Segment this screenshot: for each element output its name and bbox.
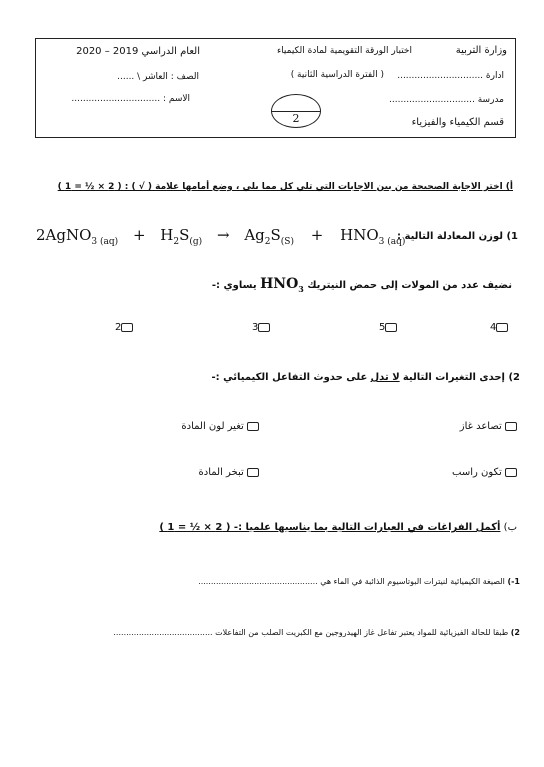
period-label: ( الفترة الدراسية الثانية ) — [290, 70, 384, 80]
q1-prompt-sub: 3 — [298, 283, 304, 294]
b-q1-num: 1-) — [507, 577, 520, 586]
section-b-prefix: ب) — [503, 522, 517, 533]
q1-option-3-value: 3 — [252, 322, 259, 333]
q2-option-4-label: تبخر المادة — [198, 467, 244, 478]
eq-h2s-sub2: (g) — [189, 237, 203, 247]
b-q2 — [113, 628, 520, 637]
exam-title: اختبار الورقة التقويمية لمادة الكيمياء — [276, 46, 412, 56]
q1-prompt-formula — [260, 276, 304, 292]
eq-ag2s-s: S — [270, 226, 281, 244]
q1-prompt — [212, 276, 512, 294]
q1-option-2-value: 5 — [379, 322, 386, 333]
eq-h2s-h: H — [160, 226, 174, 244]
school-dots: .............................. — [389, 95, 475, 105]
eq-arrow: → — [216, 226, 230, 244]
grade-label: الصف : العاشر \ ...... — [117, 72, 199, 82]
chemical-equation — [36, 226, 405, 247]
eq-agno3-sub: 3 (aq) — [91, 237, 119, 247]
q2-label: 2) إحدى التغيرات التالية — [402, 372, 520, 383]
ministry-label: وزارة التربية — [455, 45, 507, 56]
q2-option-1[interactable] — [460, 421, 517, 432]
eq-ag2s-sub1: 2 — [264, 237, 271, 247]
eq-hno3-sub: 3 (aq) — [378, 237, 406, 247]
q2-option-4[interactable] — [199, 467, 260, 478]
name-field: الاسم : ............................... — [71, 94, 190, 104]
section-a-title: أ) اختر الاجابة الصحيحة من بين الاجابات التي تلي كل مما يلي ، وضع أمامها علامة ( √ ) : ( 2 × ½ = 1 ) — [57, 182, 513, 192]
q2-option-2[interactable] — [181, 421, 259, 432]
eq-ag2s-sub2: (S) — [280, 237, 294, 247]
q1-option-2[interactable] — [379, 322, 397, 333]
q2-option-3-label: تكون راسب — [452, 467, 502, 478]
checkbox[interactable] — [121, 323, 133, 332]
checkbox[interactable] — [247, 468, 259, 477]
eq-hno3: HNO — [340, 226, 379, 244]
q1-option-1[interactable] — [490, 322, 508, 333]
q1-prompt-b: يساوي :- — [211, 280, 257, 291]
section-b-title-text: أكمل الفراغات في العبارات التالية بما يناسبها علميا :- ( 2 × ½ = 1 ) — [159, 522, 501, 533]
admin-label-text: ادارة — [485, 71, 504, 81]
eq-plus-1: + — [132, 226, 146, 244]
eq-ag2s-ag: Ag — [244, 226, 265, 244]
checkbox[interactable] — [258, 323, 270, 332]
page-number: 2 — [292, 112, 300, 125]
eq-h2s-sub1: 2 — [173, 237, 180, 247]
checkbox[interactable] — [505, 422, 517, 431]
q1-option-1-value: 4 — [490, 322, 497, 333]
q1-option-4-value: 2 — [115, 322, 122, 333]
q1-prompt-hno: HNO — [260, 276, 299, 292]
eq-plus-2: + — [310, 226, 324, 244]
b-q1-blank[interactable]: ............................................... — [198, 577, 318, 586]
admin-label — [397, 71, 504, 81]
q1-option-3[interactable] — [252, 322, 270, 333]
eq-h2s-s: S — [179, 226, 190, 244]
b-q2-blank[interactable]: ....................................... — [113, 628, 213, 637]
school-label — [389, 95, 504, 105]
q1-option-4[interactable] — [115, 322, 133, 333]
q1-label: 1) لوزن المعادلة التالية : — [397, 231, 518, 242]
b-q1-text: الصيغة الكيميائية لنيترات البوتاسيوم الذائبة في الماء هي — [320, 577, 505, 586]
q2-option-3[interactable] — [452, 467, 517, 478]
section-b-title — [159, 522, 517, 533]
q2-not: لا تدل — [370, 372, 400, 383]
q2-option-1-label: تصاعد غاز — [459, 421, 502, 432]
admin-dots: .............................. — [397, 71, 484, 81]
b-q1 — [198, 577, 520, 586]
department-label: قسم الكيمياء والفيزياء — [411, 117, 504, 128]
q2-question — [211, 372, 520, 383]
school-label-text: مدرسة — [477, 95, 504, 105]
eq-agno3: 2AgNO — [36, 226, 92, 244]
b-q2-text: طبقا للحالة الفيزيائية للمواد يعتبر تفاعل غاز الهيدروجين مع الكبريت الصلب من التفاعلات — [215, 628, 509, 637]
checkbox[interactable] — [247, 422, 259, 431]
checkbox[interactable] — [385, 323, 397, 332]
checkbox[interactable] — [496, 323, 508, 332]
year-label: العام الدراسي 2019 – 2020 — [76, 46, 200, 57]
q2-option-2-label: تغير لون المادة — [181, 421, 244, 432]
b-q2-num: 2) — [510, 628, 520, 637]
q2-rest: على حدوث التفاعل الكيميائي :- — [211, 372, 368, 383]
q1-prompt-a: نضيف عدد من المولات إلى حمض النيتريك — [307, 280, 512, 291]
checkbox[interactable] — [505, 468, 517, 477]
